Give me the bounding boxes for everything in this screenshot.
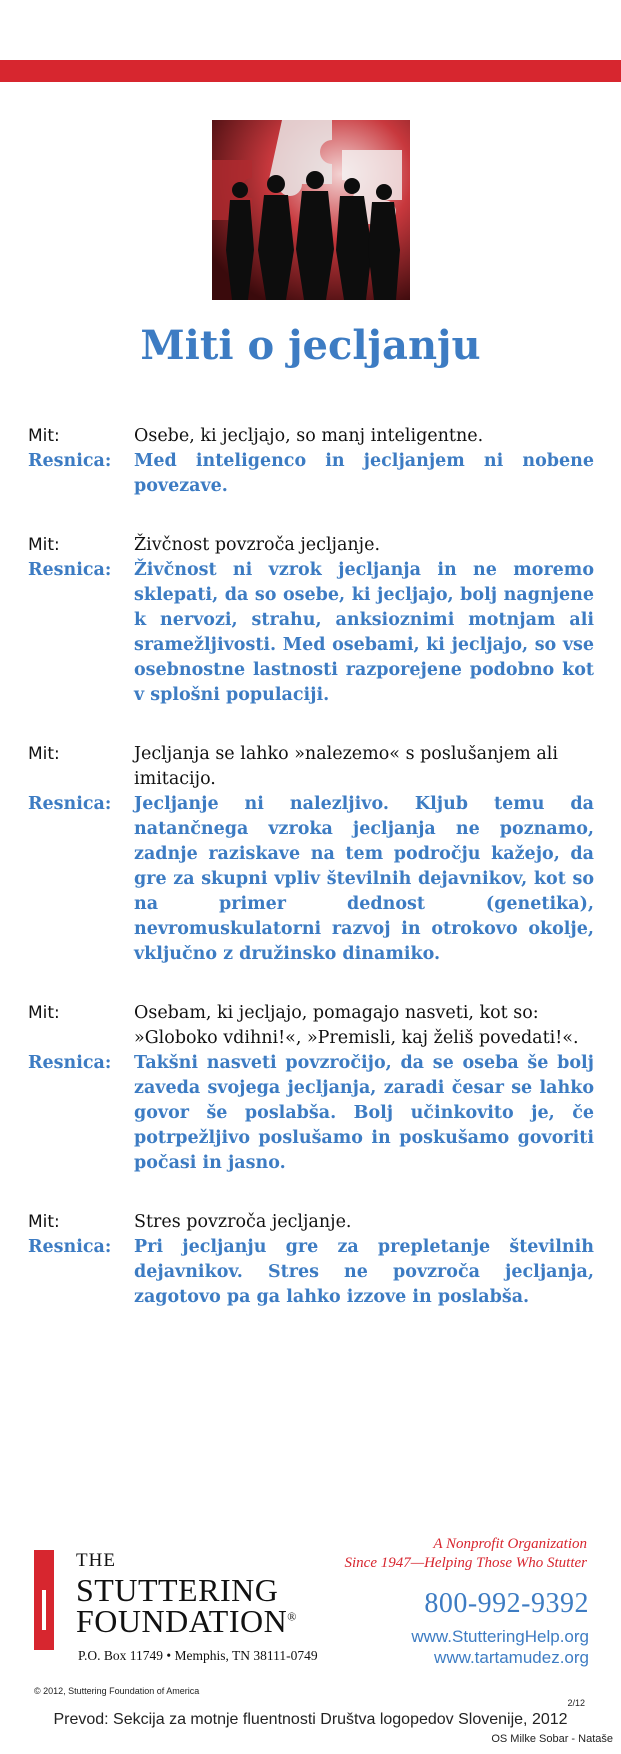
myth-label: Mit:	[28, 535, 60, 555]
list-item	[28, 533, 594, 708]
website-link-stutteringhelp[interactable]: www.StutteringHelp.org	[411, 1627, 589, 1646]
list-item	[28, 424, 594, 499]
nonprofit-tagline: A Nonprofit Organization	[433, 1536, 587, 1552]
foundation-logo-mark-icon	[34, 1550, 54, 1650]
list-item	[28, 1001, 594, 1176]
myth-row	[28, 1001, 594, 1051]
truth-text: Takšni nasveti povzročijo, da se oseba še bolj zaveda svojega jecljanja, zaradi česar se lahko govor še poslabša. Bolj učinkovito je, če potrpežljivo poslušamo in poskušamo govoriti počasi in jasno.	[134, 1053, 594, 1173]
truth-row	[28, 449, 594, 499]
registered-mark: ®	[287, 1609, 297, 1624]
website-link-tartamudez[interactable]: www.tartamudez.org	[434, 1648, 589, 1667]
logo-the: THE	[76, 1550, 116, 1571]
truth-text: Jecljanje ni nalezljivo. Kljub temu da natančnega vzroka jecljanja ne poznamo, zadnje raziskave na tem področju kažejo, da gre za skupni vpliv številnih dejavnikov, kot so na primer dednost (genetika), nevromuskulatorni razvoj in otrokovo okolje, vključno z družinsko dinamiko.	[134, 794, 594, 964]
list-item	[28, 742, 594, 967]
myth-row	[28, 424, 594, 449]
myth-text: Osebam, ki jecljajo, pomagajo nasveti, kot so: »Globoko vdihni!«, »Premisli, kaj želiš povedati!«.	[134, 1003, 579, 1048]
logo-word-foundation-text: FOUNDATION	[76, 1603, 288, 1639]
truth-row	[28, 1051, 594, 1176]
myth-label: Mit:	[28, 426, 60, 446]
myth-list	[28, 424, 594, 1344]
since-tagline: Since 1947—Helping Those Who Stutter	[344, 1555, 587, 1571]
myth-label: Mit:	[28, 744, 60, 764]
truth-row	[28, 558, 594, 708]
myth-row	[28, 533, 594, 558]
truth-text: Živčnost ni vzrok jecljanja in ne moremo sklepati, da so osebe, ki jecljajo, bolj nagnjene k nervozi, strahu, anksioznimi motnjam ali sramežljivosti. Med osebami, ki jecljajo, so vse osebnostne lastnosti razporejene podobno kot v splošni populaciji.	[134, 560, 594, 705]
truth-label: Resnica:	[28, 1237, 112, 1257]
myth-row	[28, 742, 594, 792]
myth-label: Mit:	[28, 1003, 60, 1023]
list-item	[28, 1210, 594, 1310]
footer	[0, 1500, 621, 1754]
myth-text: Jecljanja se lahko »nalezemo« s poslušanjem ali imitacijo.	[134, 744, 558, 789]
page-title: Miti o jecljanju	[140, 322, 481, 369]
truth-label: Resnica:	[28, 794, 112, 814]
top-red-bar	[0, 60, 621, 82]
myth-row	[28, 1210, 594, 1235]
logo-word-foundation	[76, 1603, 297, 1640]
truth-label: Resnica:	[28, 451, 112, 471]
copyright: © 2012, Stuttering Foundation of America	[34, 1686, 200, 1696]
truth-text: Med inteligenco in jecljanjem ni nobene povezave.	[134, 451, 594, 496]
truth-text: Pri jecljanju gre za prepletanje številnih dejavnikov. Stres ne povzroča jecljanja, zagotovo pa ga lahko izzove in poslabša.	[134, 1237, 594, 1307]
truth-row	[28, 792, 594, 967]
myth-label: Mit:	[28, 1212, 60, 1232]
puzzle-people-silhouettes-image	[212, 120, 410, 300]
postal-address: P.O. Box 11749 • Memphis, TN 38111-0749	[78, 1648, 318, 1663]
page-number: 2/12	[567, 1698, 585, 1708]
truth-row	[28, 1235, 594, 1310]
myth-text: Osebe, ki jecljajo, so manj inteligentne.	[134, 426, 484, 446]
myth-text: Živčnost povzroča jecljanje.	[134, 535, 381, 555]
myth-text: Stres povzroča jecljanje.	[134, 1212, 352, 1232]
phone-number[interactable]: 800-992-9392	[424, 1588, 589, 1619]
school-credit: OS Milke Sobar - Nataše	[491, 1733, 613, 1745]
truth-label: Resnica:	[28, 560, 112, 580]
logo-word-stuttering: STUTTERING	[76, 1572, 279, 1608]
translation-credit: Prevod: Sekcija za motnje fluentnosti Društva logopedov Slovenije, 2012	[53, 1711, 568, 1728]
truth-label: Resnica:	[28, 1053, 112, 1073]
